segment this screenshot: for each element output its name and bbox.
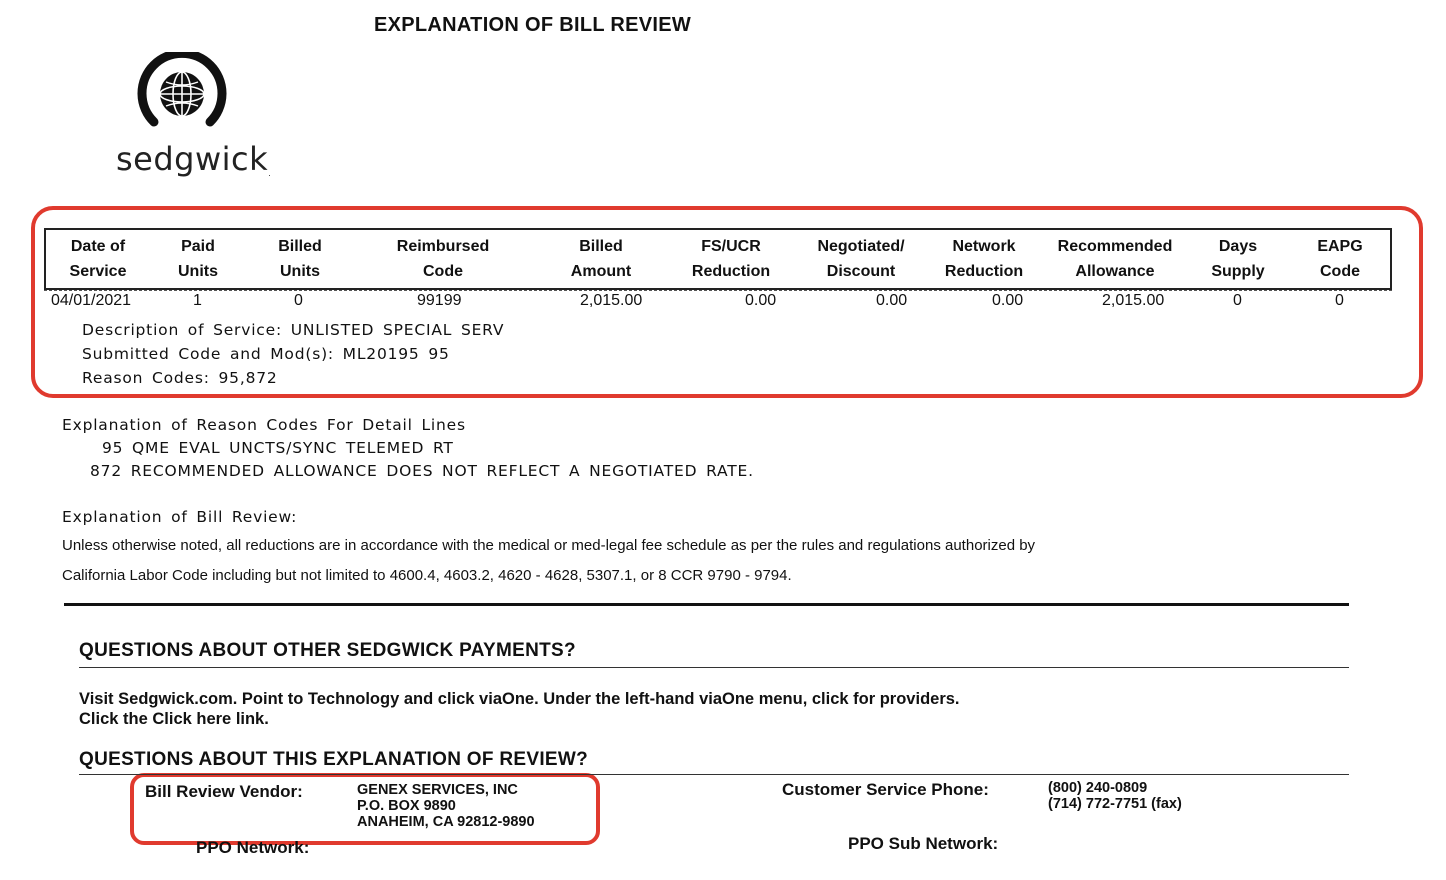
column-header: Recommended Allowance — [1057, 238, 1173, 280]
questions-review-heading: QUESTIONS ABOUT THIS EXPLANATION OF REVIEW? — [79, 749, 589, 770]
column-header: Network Reduction — [944, 238, 1024, 280]
cell-eapg-code: 0 — [1335, 292, 1344, 309]
cell-negotiated-discount: 0.00 — [876, 292, 908, 309]
vendor-name: GENEX SERVICES, INC — [357, 782, 518, 798]
bill-review-heading: Explanation of Bill Review: — [62, 508, 298, 526]
reason-codes-heading: Explanation of Reason Codes For Detail Lines — [62, 416, 466, 434]
column-header: Days Supply — [1211, 238, 1265, 280]
column-header: Negotiated/ Discount — [817, 238, 905, 280]
cell-billed-units: 0 — [294, 292, 303, 309]
fax-number: (714) 772-7751 (fax) — [1048, 796, 1182, 812]
cell-days-supply: 0 — [1233, 292, 1242, 309]
cell-fs-ucr-reduction: 0.00 — [745, 292, 777, 309]
submitted-code: Submitted Code and Mod(s): ML20195 95 — [82, 345, 450, 363]
cell-billed-amount: 2,015.00 — [580, 292, 643, 309]
phone-number: (800) 240-0809 — [1048, 780, 1148, 796]
ppo-sub-network-label: PPO Sub Network: — [848, 834, 999, 853]
column-header: Date of Service — [69, 238, 127, 280]
vendor-city: ANAHEIM, CA 92812-9890 — [357, 814, 535, 830]
reason-code-item: 872 RECOMMENDED ALLOWANCE DOES NOT REFLECT A NEGOTIATED RATE. — [90, 462, 754, 480]
questions-payments-line1: Visit Sedgwick.com. Point to Technology and click viaOne. Under the left-hand viaOne menu, click for providers. — [79, 690, 960, 708]
heading-underline — [79, 774, 1349, 775]
header-divider — [44, 290, 1392, 291]
column-header: FS/UCR Reduction — [691, 238, 771, 280]
cell-recommended-allowance: 2,015.00 — [1102, 292, 1165, 309]
heading-underline — [79, 667, 1349, 668]
ppo-network-label: PPO Network: — [196, 838, 310, 857]
column-header: EAPG Code — [1317, 238, 1363, 280]
document-title: EXPLANATION OF BILL REVIEW — [374, 14, 692, 36]
globe-icon — [136, 52, 228, 138]
description-of-service: Description of Service: UNLISTED SPECIAL SERV — [82, 321, 505, 339]
cell-paid-units: 1 — [193, 292, 202, 309]
vendor-label: Bill Review Vendor: — [145, 782, 303, 801]
questions-payments-line2: Click the Click here link. — [79, 710, 269, 728]
section-divider — [64, 603, 1349, 606]
cell-date-of-service: 04/01/2021 — [51, 292, 132, 309]
questions-payments-heading: QUESTIONS ABOUT OTHER SEDGWICK PAYMENTS? — [79, 640, 576, 661]
reason-code-item: 95 QME EVAL UNCTS/SYNC TELEMED RT — [102, 439, 454, 457]
logo-text: sedgwick. — [116, 140, 272, 178]
phone-label: Customer Service Phone: — [782, 780, 989, 799]
cell-network-reduction: 0.00 — [992, 292, 1024, 309]
column-header: Paid Units — [178, 238, 218, 280]
bill-review-text-line1: Unless otherwise noted, all reductions are in accordance with the medical or med-legal fee schedule as per the rules and regulations authorized by — [62, 537, 1036, 554]
vendor-address: P.O. BOX 9890 — [357, 798, 456, 814]
column-header: Billed Amount — [570, 238, 632, 280]
cell-reimbursed-code: 99199 — [417, 292, 462, 309]
bill-review-text-line2: California Labor Code including but not limited to 4600.4, 4603.2, 4620 - 4628, 5307.1, or 8 CCR 9790 - 9794. — [62, 567, 792, 584]
reason-codes: Reason Codes: 95,872 — [82, 369, 278, 387]
sedgwick-logo — [116, 52, 272, 182]
column-header: Billed Units — [278, 238, 322, 280]
column-header: Reimbursed Code — [396, 238, 490, 280]
table-header — [44, 228, 1392, 290]
